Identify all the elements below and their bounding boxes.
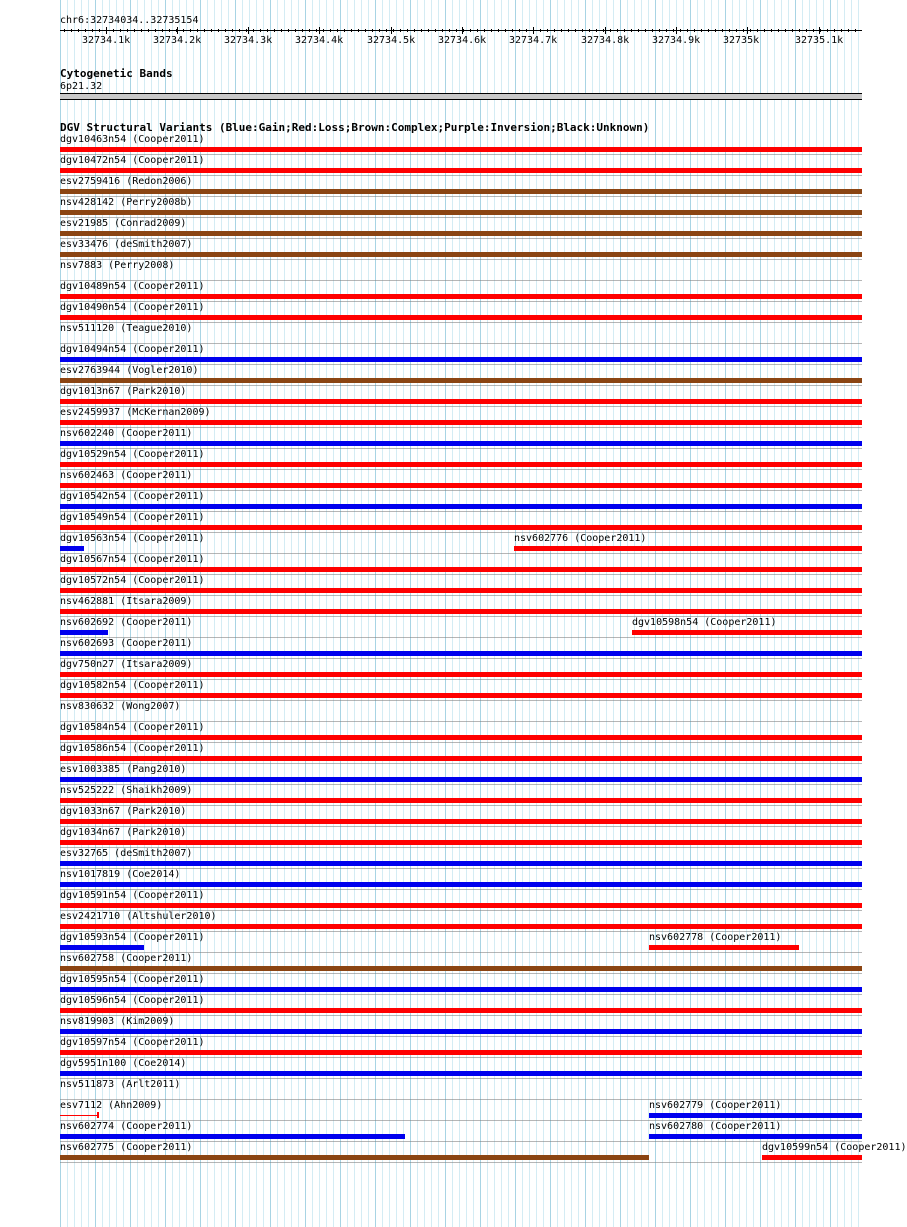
dgv-feature-label[interactable]: dgv1033n67 (Park2010) <box>60 806 187 817</box>
ruler-tick <box>177 27 178 34</box>
ruler-tick <box>319 27 320 34</box>
ruler-tick-label: 32734.5k <box>367 35 416 46</box>
dgv-feature-label[interactable]: nsv602778 (Cooper2011) <box>649 932 782 943</box>
dgv-track-title[interactable]: DGV Structural Variants (Blue:Gain;Red:Loss;Brown:Complex;Purple:Inversion;Black:Unknown) <box>60 121 650 134</box>
dgv-feature-bar[interactable] <box>60 987 862 992</box>
dgv-feature-bar[interactable] <box>60 1050 862 1055</box>
ruler-minor-tick <box>78 29 79 32</box>
ruler-minor-tick <box>792 29 793 32</box>
dgv-feature-bar[interactable] <box>60 483 862 488</box>
dgv-feature-bar[interactable] <box>60 1134 405 1139</box>
ruler-tick-label: 32734.1k <box>82 35 131 46</box>
ruler-position: chr6:32734034..32735154 <box>60 15 199 26</box>
dgv-feature-bar[interactable] <box>60 924 862 929</box>
ruler-minor-tick <box>799 29 800 32</box>
ruler-minor-tick <box>106 29 107 32</box>
ruler-minor-tick <box>743 29 744 32</box>
ruler-minor-tick <box>344 29 345 32</box>
dgv-feature-label[interactable]: nsv602776 (Cooper2011) <box>514 533 647 544</box>
dgv-feature-label[interactable]: dgv10591n54 (Cooper2011) <box>60 890 205 901</box>
dgv-feature-bar[interactable] <box>60 462 862 467</box>
dgv-feature-label[interactable]: nsv602758 (Cooper2011) <box>60 953 193 964</box>
ruler-minor-tick <box>512 29 513 32</box>
dgv-feature-label[interactable]: nsv819903 (Kim2009) <box>60 1016 175 1027</box>
ruler-minor-tick <box>442 29 443 32</box>
ruler-minor-tick <box>148 29 149 32</box>
dgv-feature-bar[interactable] <box>60 609 862 614</box>
ruler-tick-label: 32735k <box>723 35 760 46</box>
ruler-minor-tick <box>806 29 807 32</box>
ruler-tick-label: 32734.4k <box>295 35 344 46</box>
ruler-minor-tick <box>827 29 828 32</box>
ruler-minor-tick <box>729 29 730 32</box>
dgv-feature-bar[interactable] <box>60 882 862 887</box>
dgv-feature-bar[interactable] <box>60 357 862 362</box>
ruler-minor-tick <box>547 29 548 32</box>
ruler-minor-tick <box>596 29 597 32</box>
dgv-feature-label[interactable]: esv21985 (Conrad2009) <box>60 218 187 229</box>
row-separator <box>60 259 862 260</box>
ruler-minor-tick <box>848 29 849 32</box>
ruler-minor-tick <box>435 29 436 32</box>
ruler-minor-tick <box>694 29 695 32</box>
dgv-feature-bar[interactable] <box>60 420 862 425</box>
dgv-feature-bar[interactable] <box>60 672 862 677</box>
ruler-minor-tick <box>295 29 296 32</box>
ruler-minor-tick <box>260 29 261 32</box>
dgv-feature-bar[interactable] <box>60 861 862 866</box>
ruler-axis <box>60 30 862 31</box>
ruler-minor-tick <box>764 29 765 32</box>
ruler-minor-tick <box>701 29 702 32</box>
ruler-minor-tick <box>127 29 128 32</box>
dgv-feature-bar[interactable] <box>60 399 862 404</box>
ruler-minor-tick <box>169 29 170 32</box>
dgv-feature-label[interactable]: dgv10529n54 (Cooper2011) <box>60 449 205 460</box>
dgv-feature-bar[interactable] <box>762 1155 862 1160</box>
ruler-minor-tick <box>120 29 121 32</box>
dgv-feature-label[interactable]: dgv10489n54 (Cooper2011) <box>60 281 205 292</box>
ruler-minor-tick <box>498 29 499 32</box>
ruler-minor-tick <box>393 29 394 32</box>
ruler-minor-tick <box>92 29 93 32</box>
dgv-feature-bar[interactable] <box>60 231 862 236</box>
ruler-minor-tick <box>302 29 303 32</box>
ruler-minor-tick <box>428 29 429 32</box>
dgv-feature-label[interactable]: dgv10596n54 (Cooper2011) <box>60 995 205 1006</box>
dgv-feature-bar[interactable] <box>60 147 862 152</box>
dgv-feature-bar[interactable] <box>60 294 862 299</box>
dgv-feature-label[interactable]: dgv10563n54 (Cooper2011) <box>60 533 205 544</box>
ruler-tick-label: 32734.6k <box>438 35 487 46</box>
dgv-feature-label[interactable]: esv2421710 (Altshuler2010) <box>60 911 217 922</box>
ruler-minor-tick <box>645 29 646 32</box>
ruler-minor-tick <box>617 29 618 32</box>
ruler-minor-tick <box>379 29 380 32</box>
dgv-feature-label[interactable]: nsv1017819 (Coe2014) <box>60 869 181 880</box>
ruler-tick <box>391 27 392 34</box>
ruler-minor-tick <box>820 29 821 32</box>
ruler-minor-tick <box>64 29 65 32</box>
dgv-feature-bar[interactable] <box>60 441 862 446</box>
dgv-feature-bar[interactable] <box>649 1134 862 1139</box>
ruler-minor-tick <box>673 29 674 32</box>
ruler-minor-tick <box>274 29 275 32</box>
ruler-minor-tick <box>253 29 254 32</box>
cytoband-track-title[interactable]: Cytogenetic Bands <box>60 67 173 80</box>
dgv-feature-bar[interactable] <box>60 567 862 572</box>
ruler-minor-tick <box>190 29 191 32</box>
dgv-feature-bar[interactable] <box>60 1071 862 1076</box>
dgv-feature-bar-cap[interactable] <box>97 1112 99 1118</box>
ruler-minor-tick <box>813 29 814 32</box>
ruler-tick-label: 32735.1k <box>795 35 844 46</box>
dgv-feature-bar[interactable] <box>60 693 862 698</box>
dgv-feature-bar[interactable] <box>60 966 862 971</box>
dgv-feature-label[interactable]: nsv602463 (Cooper2011) <box>60 470 193 481</box>
ruler-minor-tick <box>246 29 247 32</box>
ruler-minor-tick <box>561 29 562 32</box>
ruler-minor-tick <box>757 29 758 32</box>
ruler-minor-tick <box>505 29 506 32</box>
dgv-feature-label[interactable]: dgv10572n54 (Cooper2011) <box>60 575 205 586</box>
dgv-feature-bar[interactable] <box>60 504 862 509</box>
row-separator <box>60 1162 862 1163</box>
ruler-minor-tick <box>666 29 667 32</box>
dgv-feature-label[interactable]: dgv10463n54 (Cooper2011) <box>60 134 205 145</box>
ruler-tick-label: 32734.3k <box>224 35 273 46</box>
dgv-feature-bar[interactable] <box>60 588 862 593</box>
ruler-minor-tick <box>204 29 205 32</box>
ruler-minor-tick <box>603 29 604 32</box>
ruler-minor-tick <box>113 29 114 32</box>
dgv-feature-bar[interactable] <box>514 546 862 551</box>
ruler-minor-tick <box>687 29 688 32</box>
ruler-minor-tick <box>659 29 660 32</box>
ruler-minor-tick <box>540 29 541 32</box>
ruler-minor-tick <box>183 29 184 32</box>
ruler-minor-tick <box>358 29 359 32</box>
dgv-feature-label[interactable]: nsv602780 (Cooper2011) <box>649 1121 782 1132</box>
ruler-minor-tick <box>680 29 681 32</box>
dgv-feature-bar[interactable] <box>60 777 862 782</box>
ruler-minor-tick <box>386 29 387 32</box>
ruler-minor-tick <box>267 29 268 32</box>
dgv-feature-label[interactable]: nsv511120 (Teague2010) <box>60 323 193 334</box>
dgv-feature-label[interactable]: dgv10582n54 (Cooper2011) <box>60 680 205 691</box>
ruler-minor-tick <box>71 29 72 32</box>
ruler-minor-tick <box>288 29 289 32</box>
dgv-feature-label[interactable]: nsv602779 (Cooper2011) <box>649 1100 782 1111</box>
ruler-minor-tick <box>456 29 457 32</box>
dgv-feature-label[interactable]: nsv602774 (Cooper2011) <box>60 1121 193 1132</box>
dgv-feature-label[interactable]: esv1003385 (Pang2010) <box>60 764 187 775</box>
dgv-feature-bar[interactable] <box>60 378 862 383</box>
dgv-feature-label[interactable]: esv2763944 (Vogler2010) <box>60 365 199 376</box>
ruler-minor-tick <box>533 29 534 32</box>
ruler-minor-tick <box>708 29 709 32</box>
dgv-feature-bar[interactable] <box>60 735 862 740</box>
dgv-feature-label[interactable]: dgv10494n54 (Cooper2011) <box>60 344 205 355</box>
ruler-minor-tick <box>323 29 324 32</box>
ruler-minor-tick <box>736 29 737 32</box>
ruler-minor-tick <box>218 29 219 32</box>
row-separator <box>60 1015 862 1016</box>
ruler-tick-label: 32734.7k <box>509 35 558 46</box>
dgv-feature-label[interactable]: nsv7883 (Perry2008) <box>60 260 175 271</box>
dgv-feature-bar[interactable] <box>60 903 862 908</box>
ruler-minor-tick <box>519 29 520 32</box>
ruler-minor-tick <box>85 29 86 32</box>
dgv-feature-label[interactable]: dgv1013n67 (Park2010) <box>60 386 187 397</box>
ruler-minor-tick <box>470 29 471 32</box>
ruler-minor-tick <box>638 29 639 32</box>
dgv-feature-label[interactable]: dgv10586n54 (Cooper2011) <box>60 743 205 754</box>
ruler-tick <box>605 27 606 34</box>
dgv-feature-bar[interactable] <box>60 651 862 656</box>
dgv-feature-bar[interactable] <box>60 1115 98 1116</box>
dgv-feature-label[interactable]: dgv1034n67 (Park2010) <box>60 827 187 838</box>
dgv-feature-label[interactable]: dgv10472n54 (Cooper2011) <box>60 155 205 166</box>
ruler-minor-tick <box>99 29 100 32</box>
ruler-minor-tick <box>225 29 226 32</box>
dgv-feature-label[interactable]: nsv462881 (Itsara2009) <box>60 596 193 607</box>
ruler-minor-tick <box>211 29 212 32</box>
dgv-feature-bar[interactable] <box>60 168 862 173</box>
dgv-feature-label[interactable]: nsv602775 (Cooper2011) <box>60 1142 193 1153</box>
dgv-feature-label[interactable]: dgv10542n54 (Cooper2011) <box>60 491 205 502</box>
dgv-feature-label[interactable]: dgv10567n54 (Cooper2011) <box>60 554 205 565</box>
ruler-minor-tick <box>155 29 156 32</box>
ruler-minor-tick <box>841 29 842 32</box>
ruler-minor-tick <box>834 29 835 32</box>
ruler-minor-tick <box>337 29 338 32</box>
ruler-tick-label: 32734.9k <box>652 35 701 46</box>
ruler-minor-tick <box>232 29 233 32</box>
ruler-minor-tick <box>134 29 135 32</box>
ruler-tick-label: 32734.2k <box>153 35 202 46</box>
ruler-minor-tick <box>631 29 632 32</box>
ruler-minor-tick <box>624 29 625 32</box>
dgv-feature-label[interactable]: esv2759416 (Redon2006) <box>60 176 193 187</box>
dgv-feature-bar[interactable] <box>649 1113 862 1118</box>
dgv-feature-bar[interactable] <box>60 630 108 635</box>
dgv-feature-label[interactable]: nsv602240 (Cooper2011) <box>60 428 193 439</box>
ruler-minor-tick <box>491 29 492 32</box>
ruler-minor-tick <box>351 29 352 32</box>
ruler-minor-tick <box>400 29 401 32</box>
dgv-feature-label[interactable]: esv32765 (deSmith2007) <box>60 848 193 859</box>
ruler-minor-tick <box>526 29 527 32</box>
dgv-feature-bar[interactable] <box>60 1155 649 1160</box>
ruler-tick <box>747 27 748 34</box>
ruler-minor-tick <box>316 29 317 32</box>
dgv-feature-label[interactable]: esv33476 (deSmith2007) <box>60 239 193 250</box>
dgv-feature-bar[interactable] <box>60 525 862 530</box>
ruler-minor-tick <box>463 29 464 32</box>
ruler-minor-tick <box>715 29 716 32</box>
dgv-feature-bar[interactable] <box>60 210 862 215</box>
ruler-minor-tick <box>141 29 142 32</box>
dgv-feature-label[interactable]: nsv525222 (Shaikh2009) <box>60 785 193 796</box>
ruler-minor-tick <box>568 29 569 32</box>
ruler-minor-tick <box>610 29 611 32</box>
dgv-feature-label[interactable]: nsv511873 (Arlt2011) <box>60 1079 181 1090</box>
dgv-feature-label[interactable]: dgv10549n54 (Cooper2011) <box>60 512 205 523</box>
ruler-tick <box>248 27 249 34</box>
dgv-feature-label[interactable]: dgv10599n54 (Cooper2011) <box>762 1142 907 1153</box>
ruler-tick <box>676 27 677 34</box>
dgv-feature-label[interactable]: dgv10595n54 (Cooper2011) <box>60 974 205 985</box>
dgv-feature-label[interactable]: dgv10584n54 (Cooper2011) <box>60 722 205 733</box>
ruler-minor-tick <box>449 29 450 32</box>
dgv-feature-bar[interactable] <box>60 1008 862 1013</box>
dgv-feature-label[interactable]: nsv830632 (Wong2007) <box>60 701 181 712</box>
dgv-feature-label[interactable]: dgv10598n54 (Cooper2011) <box>632 617 777 628</box>
ruler-minor-tick <box>330 29 331 32</box>
ruler-minor-tick <box>477 29 478 32</box>
ruler-minor-tick <box>778 29 779 32</box>
dgv-feature-label[interactable]: esv2459937 (McKernan2009) <box>60 407 211 418</box>
ruler-tick-label: 32734.8k <box>581 35 630 46</box>
ruler-minor-tick <box>197 29 198 32</box>
dgv-feature-label[interactable]: dgv750n27 (Itsara2009) <box>60 659 193 670</box>
dgv-feature-label[interactable]: esv7112 (Ahn2009) <box>60 1100 163 1111</box>
ruler-minor-tick <box>589 29 590 32</box>
dgv-feature-bar[interactable] <box>60 189 862 194</box>
dgv-feature-label[interactable]: nsv602693 (Cooper2011) <box>60 638 193 649</box>
ruler-minor-tick <box>365 29 366 32</box>
dgv-feature-bar[interactable] <box>60 315 862 320</box>
dgv-feature-label[interactable]: dgv10597n54 (Cooper2011) <box>60 1037 205 1048</box>
ruler-minor-tick <box>407 29 408 32</box>
ruler-minor-tick <box>421 29 422 32</box>
ruler-minor-tick <box>239 29 240 32</box>
ruler-minor-tick <box>575 29 576 32</box>
ruler-minor-tick <box>281 29 282 32</box>
ruler-minor-tick <box>484 29 485 32</box>
dgv-feature-label[interactable]: nsv602692 (Cooper2011) <box>60 617 193 628</box>
ruler-minor-tick <box>309 29 310 32</box>
ruler-minor-tick <box>771 29 772 32</box>
ruler-minor-tick <box>722 29 723 32</box>
dgv-feature-bar[interactable] <box>60 756 862 761</box>
dgv-feature-bar[interactable] <box>60 1029 862 1034</box>
ruler-minor-tick <box>750 29 751 32</box>
ruler-minor-tick <box>652 29 653 32</box>
ruler-minor-tick <box>414 29 415 32</box>
ruler-minor-tick <box>554 29 555 32</box>
ruler-minor-tick <box>785 29 786 32</box>
ruler-minor-tick <box>176 29 177 32</box>
dgv-feature-label[interactable]: dgv5951n100 (Coe2014) <box>60 1058 187 1069</box>
dgv-feature-label[interactable]: dgv10490n54 (Cooper2011) <box>60 302 205 313</box>
dgv-feature-label[interactable]: dgv10593n54 (Cooper2011) <box>60 932 205 943</box>
dgv-feature-bar[interactable] <box>60 252 862 257</box>
dgv-feature-bar[interactable] <box>60 840 862 845</box>
dgv-feature-bar[interactable] <box>60 819 862 824</box>
dgv-feature-bar[interactable] <box>60 798 862 803</box>
dgv-feature-bar[interactable] <box>649 945 799 950</box>
dgv-feature-bar[interactable] <box>632 630 862 635</box>
dgv-feature-label[interactable]: nsv428142 (Perry2008b) <box>60 197 193 208</box>
ruler-minor-tick <box>372 29 373 32</box>
cytoband-label: 6p21.32 <box>60 81 103 92</box>
ruler-minor-tick <box>162 29 163 32</box>
cytoband-bar[interactable] <box>60 93 862 100</box>
ruler-minor-tick <box>855 29 856 32</box>
ruler-minor-tick <box>582 29 583 32</box>
dgv-feature-bar[interactable] <box>60 945 144 950</box>
dgv-feature-bar[interactable] <box>60 546 84 551</box>
